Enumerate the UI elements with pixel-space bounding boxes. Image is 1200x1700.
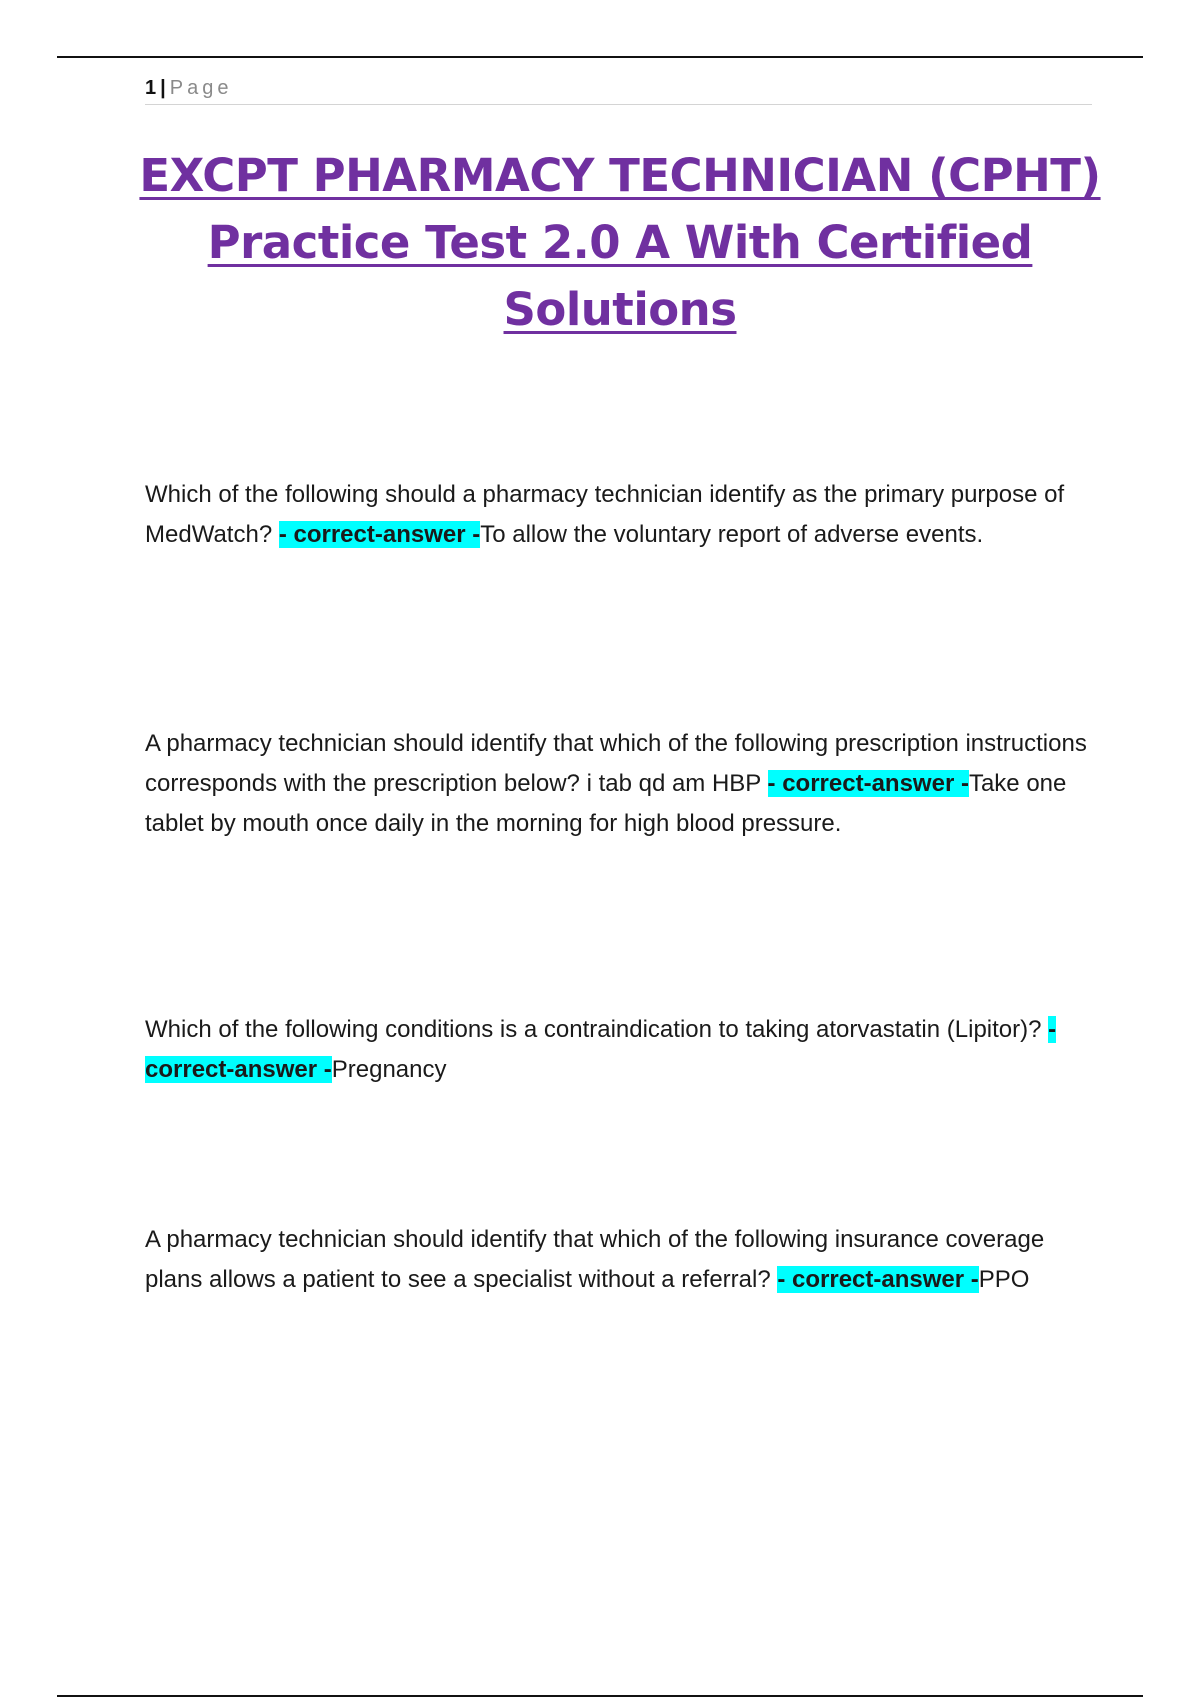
page-label: Page: [169, 77, 233, 99]
question-item-3: [145, 1010, 1105, 1090]
question-text: A pharmacy technician should identify that which of the following insurance coverage plans allows a patient to see a specialist without a referral?: [145, 1226, 1045, 1293]
answer-text: PPO: [978, 1266, 1030, 1293]
page-separator: |: [160, 77, 166, 99]
question-item-1: [145, 475, 1105, 555]
answer-text: Pregnancy: [331, 1056, 447, 1083]
correct-answer-marker: - correct-answer -: [777, 1266, 979, 1293]
bottom-page-rule: [57, 1695, 1143, 1697]
answer-text: Take one tablet by mouth once daily in the morning for high blood pressure.: [145, 770, 1067, 837]
title-line-2: Practice Test 2.0 A With Certified: [207, 216, 1033, 269]
question-item-2: [145, 724, 1105, 844]
question-text: Which of the following should a pharmacy technician identify as the primary purpose of MedWatch?: [145, 481, 1065, 548]
title-line-3: Solutions: [503, 283, 737, 336]
correct-answer-marker: - correct-answer -: [767, 770, 969, 797]
question-item-4: [145, 1220, 1105, 1300]
top-page-rule: [57, 56, 1143, 58]
title-line-1: EXCPT PHARMACY TECHNICIAN (CPHT): [139, 149, 1101, 202]
correct-answer-marker: - correct-answer -: [278, 521, 481, 548]
question-text: A pharmacy technician should identify that which of the following prescription instructions corresponds with the prescription below? i tab qd am HBP: [145, 730, 1087, 797]
document-title: [130, 142, 1110, 343]
answer-text: To allow the voluntary report of adverse events.: [480, 521, 984, 548]
page-number: 1: [145, 77, 157, 99]
correct-answer-marker: - correct-answer -: [145, 1016, 1057, 1083]
question-text: Which of the following conditions is a contraindication to taking atorvastatin (Lipitor)?: [145, 1016, 1049, 1043]
page-header: [145, 74, 1092, 105]
